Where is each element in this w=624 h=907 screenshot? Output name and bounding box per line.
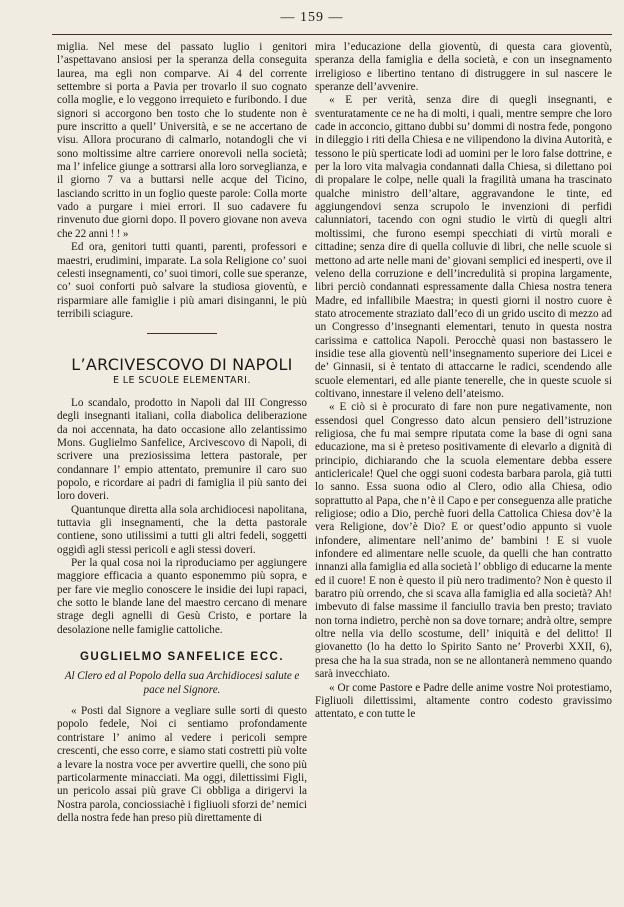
section-paragraph: Quantunque diretta alla sola archidiocesi napolitana, tuttavia gli insegnamenti, che la detta pastorale contiene, sono utilissimi a tutti gli altri fedeli, soggetti oggidì agli stessi pericoli e agli stessi doveri. [57, 503, 307, 556]
header-rule [52, 34, 612, 35]
intro-paragraph: Ed ora, genitori tutti quanti, parenti, professori e maestri, erudimini, imparate. La sola Religione co’ suoi celesti insegnamenti, co’ suoi timori, colle sue speranze, co’ suoi conforti può salvare la studiosa gioventù, e risparmiare alle famiglie i più amari disinganni, le più terribili sciagure. [57, 241, 307, 320]
section-paragraph: Per la qual cosa noi la riproduciamo per aggiungere maggiore efficacia a quanto esponemmo più sopra, e per fare vie meglio conoscere le insidie dei lupi rapaci, che sotto le blande lane del maestro cercano di menare strage degli agnelli di Gesù Cristo, e portare la desolazione nelle famiglie cattoliche. [57, 557, 307, 636]
section-title: L’ARCIVESCOVO DI NAPOLI [71, 355, 293, 375]
letter-paragraph: mira l’educazione della gioventù, di questa cara gioventù, speranza della famiglia e della società, e con un insegnamento irreligioso e libertino tentano di distruggere in sul nascere le speranze dell’avvenire. [315, 41, 612, 94]
section-divider [147, 333, 217, 334]
letter-paragraph: « E ciò si è procurato di fare non pure negativamente, non essendosi quel Congresso dato alcun pensiero dell’istruzione religiosa, che fu mai sempre riputata come la base di ogni sana educazione, ma si è preteso positivamente di elevarlo a dignità di principio, dichiarando che la scuola elementare debba essere anticlericale! Quel che oggi suoni codesta barbara parola, già tutti lo sanno. Essa suona odio al Clero, odio alla Chiesa, odio soprattutto al Papa, che n’è il Capo e per conseguenza alle pratiche religiose; odio a Dio, perchè fuori della Cattolica Chiesa dov’è la vera Religione, dov’è Dio? E or quest’odio appunto si vuole infondere, alimentare nell’animo de’ bambini ! E si vuole infondere ed alimentare nelle scuole, da quelli che han contratto innanzi alla famiglia ed alla società l’ obbligo di educarne la mente ed il cuore! E non è questo il più nero tradimento? Non è questo il baratro più orrendo, che si scava alla famiglia ed alla società? Ah! imbevuto di false massime il fanciullo travia ben presto; traviato non torna indietro, perchè non sa dove tornare; andrà oltre, sempre oltre nella via dello scostume, dell’ iniquità e del delitto! Il giovanetto (lo ha detto lo Spirito Santo ne’ Proverbi XXII, 6), presa che ha la sua strada, non se ne allontanerà nemmeno quando sarà invecchiato. [315, 401, 612, 681]
letter-paragraph: « Posti dal Signore a vegliare sulle sorti di questo popolo fedele, Noi ci sentiamo profondamente contristare l’ animo al vedere i pericoli sempre crescenti, che esso corre, e siamo stati costretti più volte a levare la nostra voce per avvertire quelli, che sono più particolarmente minacciati. Ma oggi, dilettissimi Figli, un pericolo assai più grave Ci obbliga a dirigervi la Nostra parola, conciossiachè i figliuoli sforzi de’ nemici della nostra fede han preso più direttamente di [57, 705, 307, 824]
letter-paragraph: « E per verità, senza dire di quegli insegnanti, e sventuratamente ce ne ha di molti, i quali, mentre sempre che loro cade in acconcio, gittano dubbi su’ dommi di nostra fede, pongono in dileggio i riti della Chiesa e ne vilipendono la divina Autorità, e tessono le più sperticate lodi ad uomini per le loro false dottrine, e per la loro vita malvagia condannati dalla Chiesa, si dilettano poi di propalare le colpe, nelle quali la fragilità umana ha trascinato qualche ministro dell’altare, aggravandone le tinte, ed aggiungendovi senza scrupolo le invenzioni di perfidi calunniatori, tacendo con ogni studio le virtù di quegli altri moltissimi, che furono esempi specchiati di virtù morali e cittadine; senza dire di quella colluvie di libri, che nelle scuole si mettono ad arte nelle mani de’ giovani semplici ed inesperti, ove il veleno della corruzione e dell’incredulità si propina largamente, libri perciò condannati espressamente dalla Chiesa nostra tenera Madre, ed infallibile Maestra; in questi giorni il nostro cuore è stato atrocemente straziato dall’eco di un grido uscito di mezzo ad un Congresso d’insegnanti elementari, tenuto in questa nostra carissima e cattolica Napoli. Perocchè quasi non bastassero le insidie tese alla gioventù nell’insegnamento superiore dei Licei e de’ Ginnasii, si è tentato di attaccarne le radici, scendendo alle scuole elementari, ed alle piante tenerelle, che in queste scuole si coltivano, innestare il veleno dell’ateismo. [315, 94, 612, 400]
page-number: — 159 — [280, 10, 344, 25]
right-column [315, 41, 612, 722]
intro-paragraph: miglia. Nel mese del passato luglio i genitori l’aspettavano ansiosi per la speranza della conseguita laurea, ma egli non comparve. Ai 4 del corrente settembre si porta a Pavia per trovarlo il suo cognato colla moglie, e lo veggono irrequieto e furibondo. I due signori si accorgono ben tosto che lo studente non è pure inscritto a quell’ Università, e se ne accertano de visu. Allora procurano di calmarlo, notandogli che vi sono moltissime altre carriere onorevoli nella società; ma l’ infelice giunge a sottrarsi alla loro sorveglianza, e il giorno 7 va a buttarsi nelle acque del Ticino, lasciando scritto in un foglio queste parole: Colla morte vado a purgare i miei errori. Il suo cadavere fu rinvenuto due giorni dopo. Il povero giovane non aveva che 22 anni ! ! » [57, 41, 307, 240]
letter-address: Al Clero ed al Popolo della sua Archidiocesi salute e pace nel Signore. [64, 670, 300, 696]
left-column [57, 41, 307, 825]
section-subtitle: E LE SCUOLE ELEMENTARI. [113, 374, 251, 386]
letter-paragraph: « Or come Pastore e Padre delle anime vostre Noi protestiamo, Figliuoli dilettissimi, altamente contro codesto gravissimo attentato, e con tutte le [315, 681, 612, 721]
letter-signature: GUGLIELMO SANFELICE ECC. [79, 651, 285, 664]
section-paragraph: Lo scandalo, prodotto in Napoli dal III Congresso degli insegnanti italiani, colla diabolica deliberazione da noi accennata, ha dato occasione allo zelantissimo Mons. Guglielmo Sanfelice, Arcivescovo di Napoli, di scrivere una preziosissima lettera pastorale, per condannare l’ empio attentato, premunire il caro suo popolo, e ricordare ai padri di famiglia il più santo dei loro doveri. [57, 396, 307, 503]
